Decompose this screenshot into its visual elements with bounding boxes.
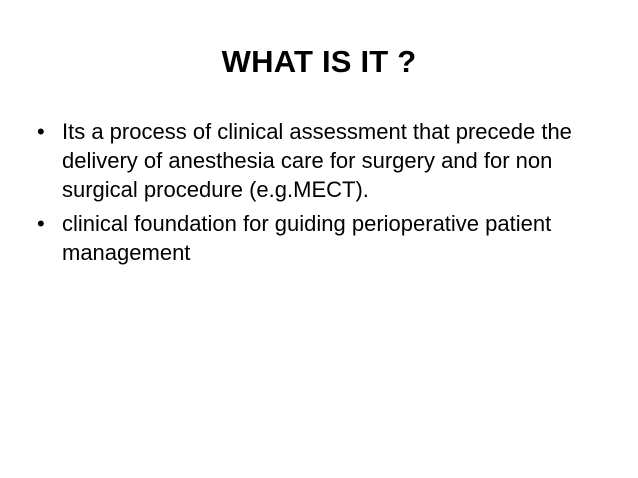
- bullet-marker: •: [37, 211, 45, 236]
- slide-title: WHAT IS IT ?: [221, 44, 417, 79]
- bullet-list: [37, 117, 607, 272]
- bullet-text: clinical foundation for guiding perioperative patient management: [62, 211, 552, 265]
- bullet-item: [37, 209, 607, 267]
- bullet-item: [37, 117, 607, 204]
- bullet-text: Its a process of clinical assessment that precede the delivery of anesthesia care for surgery and for non surgical procedure (e.g.MECT).: [62, 119, 572, 202]
- bullet-marker: •: [37, 119, 45, 144]
